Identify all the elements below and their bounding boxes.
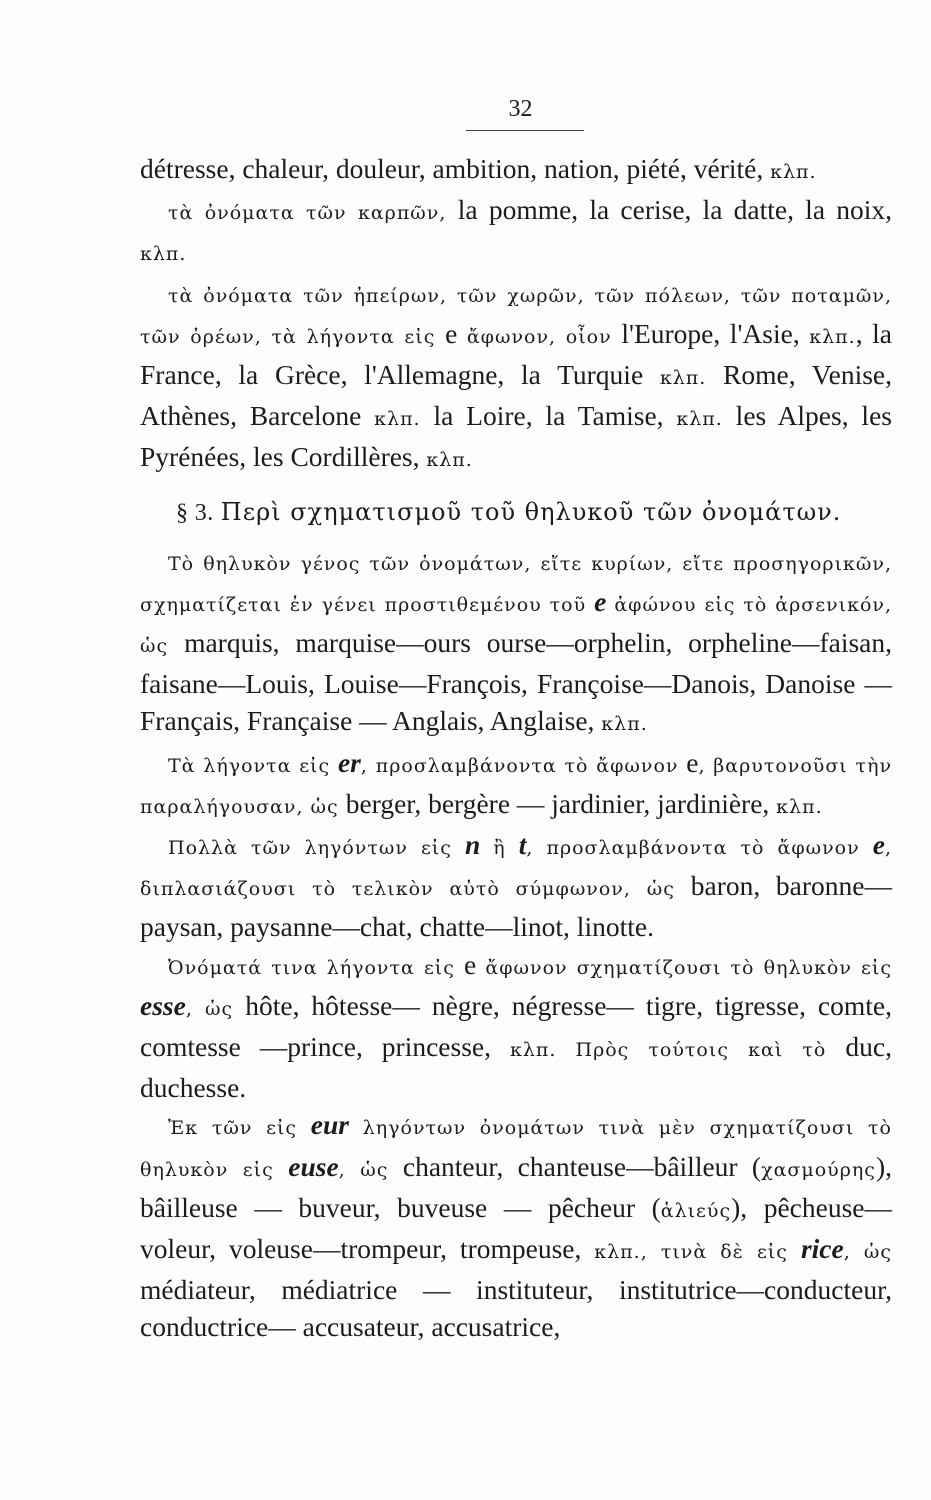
greek-text: κλπ. [426,449,473,472]
greek-text: κλπ., τινὰ δὲ εἰς [594,1241,801,1264]
text-block-top [140,150,892,480]
emphasis-text: t [518,829,527,861]
french-text: la Loire, la Tamise, [420,400,677,432]
greek-text: τὰ ὀνόματα τῶν καρπῶν, [168,202,458,225]
greek-text: ἄφωνον σχηματίζουσι τὸ θηλυκὸν εἰς [476,956,892,979]
french-text: l'Europe, l'Asie, [621,317,810,349]
greek-text: κλπ. [601,713,648,736]
paragraph [140,744,892,826]
french-text: médiateur, médiatrice — instituteur, institutrice—conducteur, conductrice— accusateur, accusatrice, [140,1274,892,1343]
text-block-bottom [140,542,892,1346]
french-text: détresse, chaleur, douleur, ambition, nation, piété, vérité, [140,153,771,184]
greek-text: χασμούρης [761,1158,876,1181]
greek-text: ληγόντων ὀνομάτων τινὰ μὲν σχηματίζουσι τὸ θηλυκὸν εἰς [140,1117,892,1181]
greek-text: ἀφώνου εἰς τὸ ἀρσενικόν, ὡς [140,593,892,658]
greek-text: Ὀνόματά τινα λήγοντα εἰς [168,956,465,979]
french-text: les Alpes, les Pyrénées, les Cordillères, [140,400,892,473]
greek-text: Τὸ θηλυκὸν γένος τῶν ὀνομάτων, εἴτε κυρίων, εἴτε προσηγορικῶν, σχηματίζεται ἐν γένει προστιθεμένου τοῦ [140,552,892,616]
greek-text: κλπ. [659,367,707,390]
french-text: e [445,317,467,349]
french-text: baron, baronne—paysan, paysanne—chat, chatte—linot, linotte. [140,870,893,943]
emphasis-text: eur [310,1109,349,1141]
french-text: duc, duchesse. [140,1031,893,1104]
french-text: Rome, Venise, Athènes, Barcelone [140,359,892,432]
emphasis-text: e [872,829,885,861]
greek-text: , προσλαμβάνοντα τὸ ἄφωνον [360,754,687,777]
greek-text: , βαρυτονοῦσι τὴν παραλήγουσαν, ὡς [140,754,893,818]
greek-text: Ἐκ τῶν εἰς [168,1117,311,1140]
paragraph [140,150,892,191]
page-body [140,150,892,1346]
paragraph [140,946,892,1107]
greek-text: , ὡς [843,1241,892,1264]
greek-text: , ὡς [338,1158,403,1181]
greek-text: κλπ. [374,408,421,431]
greek-text: , προσλαμβάνοντα τὸ ἄφωνον [526,837,873,860]
greek-text: κλπ. Πρὸς τούτοις καὶ τὸ [509,1039,846,1062]
emphasis-text: er [337,746,361,778]
greek-text: κλπ. [770,161,817,183]
greek-text: , ὡς [185,997,246,1020]
greek-text: Πολλὰ τῶν ληγόντων εἰς [168,837,465,860]
french-text: e [686,746,699,778]
greek-text: ἄφωνον, οἷον [466,325,622,348]
french-text: berger, bergère — jardinier, jardinière, [345,787,777,819]
paragraph [140,826,892,946]
paragraph [140,1106,892,1345]
greek-text: , διπλασιάζουσι τὸ τελικὸν αὐτὸ σύμφωνον, ὡς [140,837,892,901]
page-number: 32 [508,96,533,122]
greek-text: κλπ. [676,408,723,431]
page-number-rule [466,130,584,131]
emphasis-text: esse [140,989,186,1021]
section-title: Περὶ σχηματισμοῦ τοῦ θηλυκοῦ τῶν ὀνομάτων. [220,497,842,526]
french-text: marquis, marquise—ours ourse—orphelin, orpheline—faisan, faisane—Louis, Louise—François, Françoise—Danois, Danoise — Français, Française — Anglais, Anglaise, [140,627,892,737]
emphasis-text: n [464,829,481,861]
paragraph [140,542,892,744]
french-text: ), pêcheuse—voleur, voleuse—trompeur, trompeuse, [140,1191,892,1265]
paragraph [140,191,892,273]
french-text: chanteur, chanteuse—bâilleur ( [402,1150,762,1182]
section-mark: § 3. [176,499,214,526]
french-text: , la France, la Grèce, l'Allemagne, la Turquie [140,317,892,391]
greek-text: Τὰ λήγοντα εἰς [168,754,338,777]
greek-text: κλπ. [809,325,856,348]
greek-text: κλπ. [776,795,823,818]
french-text: la pomme, la cerise, la datte, la noix, [457,194,892,226]
greek-text: ἢ [480,837,519,860]
paragraph [140,274,892,480]
emphasis-text: e [594,585,607,617]
greek-text: τὰ ὀνόματα τῶν ἠπείρων, τῶν χωρῶν, τῶν πόλεων, τῶν ποταμῶν, τῶν ὀρέων, τὰ λήγοντα εἰς [140,284,892,348]
greek-text: κλπ. [140,243,187,266]
french-text: hôte, hôtesse— nègre, négresse— tigre, tigresse, comte, comtesse —prince, princesse, [140,989,892,1063]
french-text: e [464,948,477,980]
emphasis-text: rice [800,1233,844,1265]
emphasis-text: euse [288,1150,339,1182]
greek-text: ἁλιεύς [660,1199,732,1222]
section-heading [140,493,892,531]
french-text: ), bâilleuse — buveur, buveuse — pêcheur ( [140,1150,892,1223]
